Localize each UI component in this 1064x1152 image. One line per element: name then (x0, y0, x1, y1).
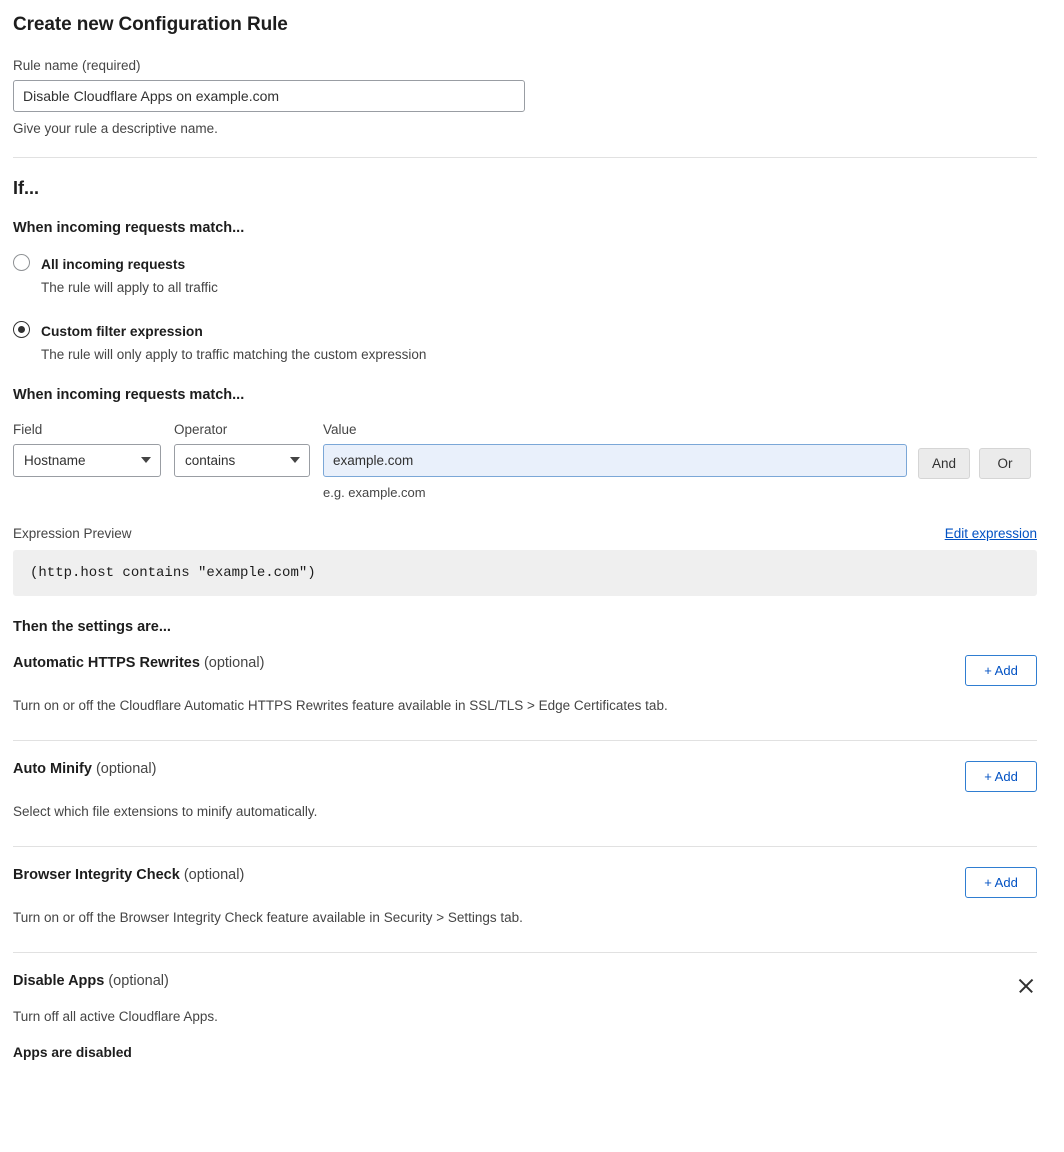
value-hint: e.g. example.com (323, 484, 426, 500)
radio-desc-custom-filter: The rule will only apply to traffic matching the custom expression (41, 346, 427, 362)
field-column (13, 422, 161, 477)
setting-title-automatic-https-rewrites (13, 655, 264, 671)
expression-builder (13, 422, 1037, 500)
setting-name: Auto Minify (13, 760, 92, 777)
field-select[interactable] (13, 444, 161, 477)
setting-title-browser-integrity-check (13, 867, 244, 883)
setting-name: Browser Integrity Check (13, 866, 180, 883)
setting-desc-automatic-https-rewrites: Turn on or off the Cloudflare Automatic HTTPS Rewrites feature available in SSL/TLS > Edge Certificates tab. (13, 697, 668, 713)
expression-preview-box: (http.host contains "example.com") (13, 550, 1037, 596)
setting-desc-browser-integrity-check: Turn on or off the Browser Integrity Check feature available in Security > Settings tab. (13, 909, 523, 925)
radio-desc-all-requests: The rule will apply to all traffic (41, 280, 218, 296)
section-divider (13, 157, 1037, 158)
setting-desc-auto-minify: Select which file extensions to minify automatically. (13, 803, 318, 819)
setting-optional-tag: (optional) (104, 972, 169, 989)
chevron-down-icon (141, 457, 151, 463)
setting-name: Automatic HTTPS Rewrites (13, 654, 200, 671)
rule-name-label: Rule name (required) (13, 58, 141, 73)
operator-column (174, 422, 310, 477)
radio-option-custom-filter[interactable] (13, 320, 1037, 365)
setting-title-disable-apps (13, 973, 169, 989)
setting-browser-integrity-check (13, 847, 1037, 953)
expression-preview-label: Expression Preview (13, 525, 132, 541)
radio-label-custom-filter: Custom filter expression (41, 323, 203, 339)
close-icon-disable-apps[interactable] (1015, 975, 1037, 997)
setting-optional-tag: (optional) (91, 760, 157, 777)
then-heading: Then the settings are... (13, 618, 171, 635)
builder-heading: When incoming requests match... (13, 386, 245, 403)
and-button[interactable]: And (918, 448, 970, 479)
setting-optional-tag: (optional) (179, 866, 245, 883)
chevron-down-icon (290, 457, 300, 463)
if-heading: If... (13, 178, 39, 198)
setting-disable-apps (13, 953, 1037, 1060)
value-column (323, 422, 907, 500)
edit-expression-link[interactable]: Edit expression (944, 525, 1037, 541)
radio-label-all-requests: All incoming requests (41, 257, 186, 272)
radio-option-all-requests[interactable] (13, 253, 1037, 298)
match-heading: When incoming requests match... (13, 220, 245, 236)
expression-preview-header (13, 526, 1037, 541)
value-label: Value (323, 421, 357, 437)
add-button-automatic-https-rewrites[interactable]: + Add (965, 655, 1037, 686)
operator-label: Operator (174, 421, 228, 437)
radio-icon-all-requests[interactable] (13, 254, 30, 271)
page-title: Create new Configuration Rule (13, 14, 288, 35)
setting-name: Disable Apps (13, 972, 105, 989)
rule-name-input[interactable] (13, 80, 525, 112)
operator-select[interactable] (174, 444, 310, 477)
radio-icon-custom-filter[interactable] (13, 321, 30, 338)
add-button-browser-integrity-check[interactable]: + Add (965, 867, 1037, 898)
rule-name-help: Give your rule a descriptive name. (13, 121, 218, 136)
add-button-auto-minify[interactable]: + Add (965, 761, 1037, 792)
field-label: Field (13, 421, 43, 437)
match-mode-radio-group (13, 253, 1037, 365)
setting-title-auto-minify (13, 761, 156, 777)
setting-desc-disable-apps: Turn off all active Cloudflare Apps. (13, 1008, 218, 1024)
value-input[interactable] (323, 444, 907, 477)
setting-automatic-https-rewrites (13, 635, 1037, 741)
setting-optional-tag: (optional) (199, 654, 265, 671)
operator-select-value: contains (185, 452, 236, 468)
or-button[interactable]: Or (979, 448, 1031, 479)
setting-auto-minify (13, 741, 1037, 847)
rule-name-group (13, 58, 1037, 136)
field-select-value: Hostname (24, 452, 86, 468)
status-disable-apps: Apps are disabled (13, 1044, 132, 1060)
